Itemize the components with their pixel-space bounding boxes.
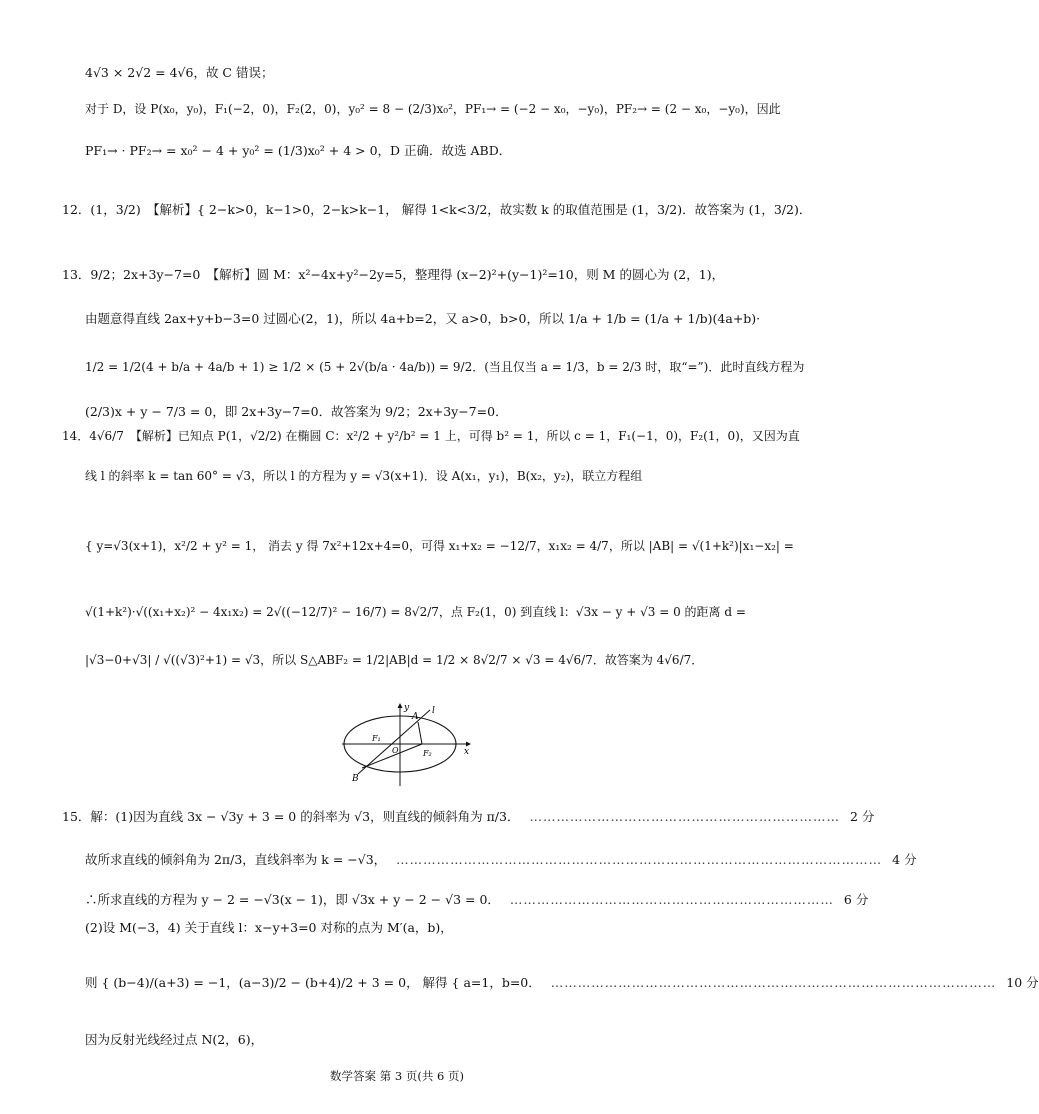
- score-label: 6 分: [843, 892, 869, 907]
- q15-text-5: 则 { (b−4)/(a+3) = −1，(a−3)/2 − (b+4)/2 + 3 = 0， 解得 { a=1，b=0．: [85, 975, 541, 990]
- label-y: y: [404, 703, 410, 713]
- q15-line-2: [85, 852, 917, 867]
- label-x: x: [464, 747, 470, 757]
- leader-dots: ……………………………………………………………: [529, 809, 840, 824]
- q15-line-5: [85, 975, 1039, 990]
- score-label: 2 分: [849, 809, 875, 824]
- label-f2: F₂: [423, 749, 432, 758]
- q13-line-3: 1/2 = 1/2(4 + b/a + 4a/b + 1) ≥ 1/2 × (5 + 2√(b/a · 4a/b)) = 9/2．(当且仅当 a = 1/3，b = 2/3 时，取“=”)．此时直线方程为: [85, 360, 805, 374]
- q14-line-3: { y=√3(x+1)，x²/2 + y² = 1， 消去 y 得 7x²+12x+4=0，可得 x₁+x₂ = −12/7，x₁x₂ = 4/7，所以 |AB| = √(1+k²)|x₁−x₂| =: [85, 539, 794, 553]
- label-o: O: [392, 746, 399, 755]
- page-footer: 数学答案 第 3 页(共 6 页): [330, 1069, 464, 1083]
- score-label: 4 分: [892, 852, 917, 867]
- q14-line-2: 线 l 的斜率 k = tan 60° = √3，所以 l 的方程为 y = √3(x+1)．设 A(x₁，y₁)，B(x₂，y₂)，联立方程组: [85, 469, 643, 483]
- q15-line-4: (2)设 M(−3，4) 关于直线 l：x−y+3=0 对称的点为 M′(a，b)，: [85, 920, 453, 935]
- label-f1: F₁: [372, 734, 381, 743]
- leader-dots: ………………………………………………………………: [509, 892, 834, 907]
- segment-a-f2: [418, 722, 422, 744]
- label-l: l: [432, 706, 435, 716]
- x-axis-arrow: [466, 742, 471, 747]
- q15-line-1: [62, 809, 875, 824]
- q15-line-6: 因为反射光线经过点 N(2，6)，: [85, 1032, 264, 1047]
- q13-line-4: (2/3)x + y − 7/3 = 0，即 2x+3y−7=0．故答案为 9/2；2x+3y−7=0．: [85, 404, 508, 419]
- line-l: [358, 710, 430, 774]
- q13-line-2: 由题意得直线 2ax+y+b−3=0 过圆心(2，1)，所以 4a+b=2，又 a>0，b>0，所以 1/a + 1/b = (1/a + 1/b)(4a+b)·: [85, 311, 761, 326]
- q14-line-4: √(1+k²)·√((x₁+x₂)² − 4x₁x₂) = 2√((−12/7)² − 16/7) = 8√2/7，点 F₂(1，0) 到直线 l：√3x − y + √3 = 0 的距离 d =: [85, 605, 746, 619]
- q15-line-3: [85, 892, 869, 907]
- q15-text-3: ∴所求直线的方程为 y − 2 = −√3(x − 1)，即 √3x + y − 2 − √3 = 0．: [85, 892, 500, 907]
- leader-dots: ………………………………………………………………………………………: [550, 975, 997, 990]
- ellipse-figure: [340, 702, 472, 788]
- y-axis-arrow: [398, 703, 403, 708]
- line-d-conclusion: PF₁→ · PF₂→ = x₀² − 4 + y₀² = (1/3)x₀² + 4 > 0，D 正确．故选 ABD．: [85, 143, 512, 158]
- q12-answer: 12．(1，3/2) 【解析】{ 2−k>0，k−1>0，2−k>k−1， 解得 1<k<3/2，故实数 k 的取值范围是 (1，3/2)．故答案为 (1，3/2)．: [62, 202, 812, 217]
- q13-answer: 13．9/2；2x+3y−7=0 【解析】圆 M：x²−4x+y²−2y=5，整理得 (x−2)²+(y−1)²=10，则 M 的圆心为 (2，1)，: [62, 267, 725, 282]
- line-c-error: 4√3 × 2√2 = 4√6，故 C 错误；: [85, 65, 274, 80]
- q14-line-5: |√3−0+√3| / √((√3)²+1) = √3，所以 S△ABF₂ = 1/2|AB|d = 1/2 × 8√2/7 × √3 = 4√6/7．故答案为 4√6/7．: [85, 653, 704, 667]
- q14-answer: 14．4√6/7 【解析】已知点 P(1，√2/2) 在椭圆 C：x²/2 + y²/b² = 1 上，可得 b² = 1，所以 c = 1，F₁(−1，0)，F₂(1，0)，又因为直: [62, 429, 800, 443]
- label-b: B: [352, 774, 359, 784]
- q15-text-1: 15．解：(1)因为直线 3x − √3y + 3 = 0 的斜率为 √3，则直线的倾斜角为 π/3．: [62, 809, 520, 824]
- score-label: 10 分: [1006, 975, 1039, 990]
- line-d-setup: 对于 D，设 P(x₀，y₀)，F₁(−2，0)，F₂(2，0)，y₀² = 8 − (2/3)x₀²，PF₁→ = (−2 − x₀，−y₀)，PF₂→ = (2 − x₀，−y₀)，因此: [85, 102, 781, 116]
- leader-dots: ………………………………………………………………………………………………: [396, 852, 883, 867]
- q15-text-2: 故所求直线的倾斜角为 2π/3，直线斜率为 k = −√3，: [85, 852, 387, 867]
- label-a: A: [412, 712, 419, 722]
